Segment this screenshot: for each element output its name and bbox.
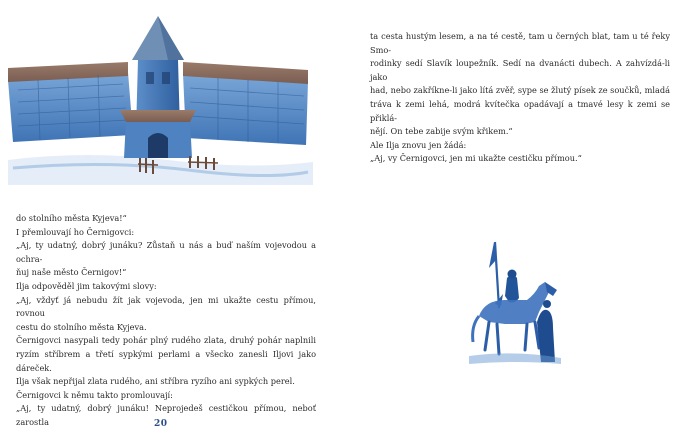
text-line: ryzím stříbrem a třetí sypkými perlami a všecko zanesli Iljovi jako dáreček. — [16, 348, 316, 373]
text-line: ta cesta hustým lesem, a na té cestě, tam u černých blat, tam u té řeky Smo- — [370, 31, 670, 55]
text-line: „Aj, ty udatný, dobrý junáku? Zůstaň u nás a buď naším vojevodou a ochra- — [16, 240, 316, 264]
text-line: do stolního města Kyjeva!“ — [16, 213, 127, 223]
text-line: Ilja odpověděl jim takovými slovy: — [16, 280, 157, 291]
rider-illustration — [465, 238, 565, 370]
text-line: Ale Ilja znovu jen žádá: — [370, 139, 467, 150]
text-line: Černigovci nasypali tedy pohár plný rudého zlata, druhý pohár naplnili — [16, 335, 316, 346]
text-line: Ilja však nepřijal zlata rudého, ani stříbra ryzího ani sypkých perel. — [16, 376, 295, 387]
text-line: „Aj, ty udatný, dobrý junáku! Neprojedeš cestičkou přímou, neboť zarostla — [16, 403, 316, 427]
text-line: „Aj, vy Černigovci, jen mi ukažte cestičku přímou.“ — [370, 153, 582, 164]
text-line: ňuj naše město Černigov!“ — [16, 267, 127, 278]
text-line: tráva k zemi lehá, modrá kvítečka opadávají a tmavé lesy k zemi se přiklá- — [370, 98, 670, 123]
page-number: 20 — [154, 419, 168, 429]
text-line: nějí. On tebe zabije svým křikem.“ — [370, 126, 513, 137]
text-line: rodinky sedí Slavík loupežník. Sedí na dvanácti dubech. A zahvízdá-li jako — [370, 58, 670, 82]
text-line: cestu do stolního města Kyjeva. — [16, 321, 147, 332]
text-line: had, nebo zakříkne-li jako lítá zvěř, sype se žlutý písek ze součků, mladá — [370, 85, 670, 96]
left-page-text — [16, 212, 316, 430]
text-line: I přemlouvají ho Černigovci: — [16, 226, 135, 237]
text-line: „Aj, vždyť já nebudu žít jak vojevoda, jen mi ukažte cestu přímou, rovnou — [16, 294, 316, 319]
right-page-text — [370, 30, 670, 166]
text-line: Černigovci k němu takto promlouvají: — [16, 389, 173, 400]
fortress-illustration — [8, 10, 313, 185]
